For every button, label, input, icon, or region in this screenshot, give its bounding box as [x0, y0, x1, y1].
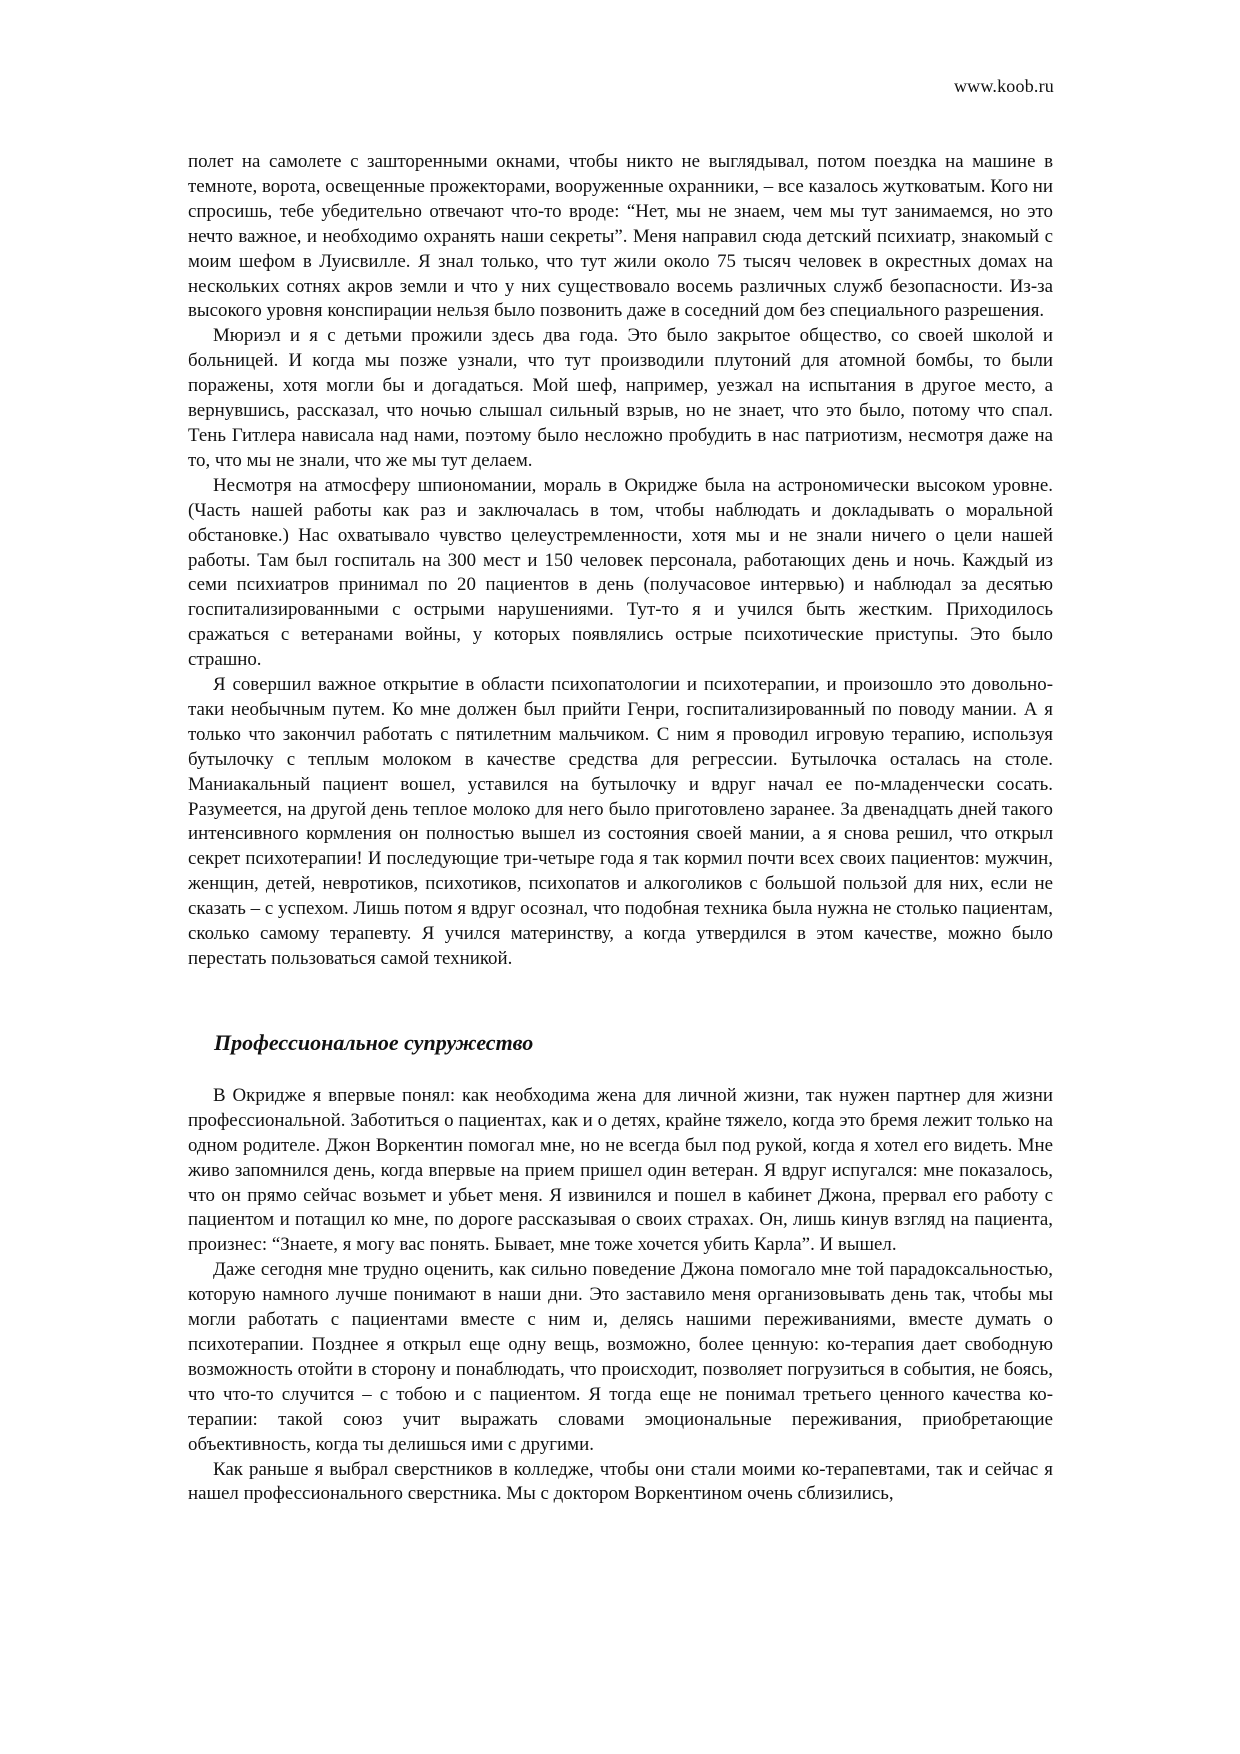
body-paragraph: Даже сегодня мне трудно оценить, как сильно поведение Джона помогало мне той парадоксальностью, которую намного лучше понимают в наши дни. Это заставило меня организовывать день так, чтобы мы могли работать с пациентами вместе с ним и, делясь нашими переживаниями, вместе думать о психотерапии. Позднее я открыл еще одну вещь, возможно, более ценную: ко-терапия дает свободную возможность отойти в сторону и понаблюдать, что происходит, позволяет погрузиться в события, не боясь, что что-то случится – с тобою и с пациентом. Я тогда еще не понимал третьего ценного качества ко-терапии: такой союз учит выражать словами эмоциональные переживания, приобретающие объективность, когда ты делишься ими с другими.	[188, 1259, 1053, 1455]
body-paragraph: Мюриэл и я с детьми прожили здесь два года. Это было закрытое общество, со своей школой и больницей. И когда мы позже узнали, что тут производили плутоний для атомной бомбы, то были поражены, хотя могли бы и догадаться. Мой шеф, например, уезжал на испытания в другое место, а вернувшись, рассказал, что ночью слышал сильный взрыв, но не знает, что это было, потому что спал. Тень Гитлера нависала над нами, поэтому было несложно пробудить в нас патриотизм, несмотря даже на то, что мы не знали, что же мы тут делаем.	[188, 325, 1053, 471]
body-paragraph: В Окридже я впервые понял: как необходима жена для личной жизни, так нужен партнер для жизни профессиональной. Заботиться о пациентах, как и о детях, крайне тяжело, когда это бремя лежит только на одном родителе. Джон Воркентин помогал мне, но не всегда был под рукой, когда я хотел его видеть. Мне живо запомнился день, когда впервые на прием пришел один ветеран. Я вдруг испугался: мне показалось, что он прямо сейчас возьмет и убьет меня. Я извинился и пошел в кабинет Джона, прервал его работу с пациентом и потащил ко мне, по дороге рассказывая о своих страхах. Он, лишь кинув взгляд на пациента, произнес: “Знаете, я могу вас понять. Бывает, мне тоже хочется убить Карла”. И вышел.	[188, 1084, 1053, 1256]
body-paragraph: Как раньше я выбрал сверстников в колледже, чтобы они стали моими ко-терапевтами, так и сейчас я нашел профессионального сверстника. Мы с доктором Воркентином очень сблизились,	[188, 1458, 1053, 1505]
site-url: www.koob.ru	[953, 76, 1054, 96]
page-body	[188, 150, 1053, 1507]
section-title: Профессиональное супружество	[214, 1029, 534, 1055]
body-paragraph: полет на самолете с зашторенными окнами, чтобы никто не выглядывал, потом поездка на машине в темноте, ворота, освещенные прожекторами, вооруженные охранники, – все казалось жутковатым. Кого ни спросишь, тебе убедительно отвечают что-то вроде: “Нет, мы не знаем, чем мы тут занимаемся, но это нечто важное, и необходимо охранять наши секреты”. Меня направил сюда детский психиатр, знакомый с моим шефом в Луисвилле. Я знал только, что тут жили около 75 тысяч человек в окрестных домах на нескольких сотнях акров земли и что у них существовало восемь различных служб безопасности. Из-за высокого уровня конспирации нельзя было позвонить даже в соседний дом без специального разрешения.	[188, 151, 1053, 322]
body-paragraph: Несмотря на атмосферу шпиономании, мораль в Окридже была на астрономически высоком уровне. (Часть нашей работы как раз и заключалась в том, чтобы наблюдать и докладывать о моральной обстановке.) Нас охватывало чувство целеустремленности, хотя мы и не знали ничего о цели нашей работы. Там был госпиталь на 300 мест и 150 человек персонала, работающих день и ночь. Каждый из семи психиатров принимал по 20 пациентов в день (получасовое интервью) и наблюдал за десятью госпитализированными с острыми нарушениями. Тут-то я и учился быть жестким. Приходилось сражаться с ветеранами войны, у которых появлялись острые психотические приступы. Это было страшно.	[188, 474, 1053, 671]
body-paragraph: Я совершил важное открытие в области психопатологии и психотерапии, и произошло это довольно-таки необычным путем. Ко мне должен был прийти Генри, госпитализированный по поводу мании. А я только что закончил работать с пятилетним мальчиком. С ним я проводил игровую терапию, используя бутылочку с теплым молоком в качестве средства для регрессии. Бутылочка осталась на столе. Маниакальный пациент вошел, уставился на бутылочку и вдруг начал ее по-младенчески сосать. Разумеется, на другой день теплое молоко для него было приготовлено заранее. За двенадцать дней такого интенсивного кормления он полностью вышел из состояния своей мании, а я снова решил, что открыл секрет психотерапии! И последующие три-четыре года я так кормил почти всех своих пациентов: мужчин, женщин, детей, невротиков, психотиков, психопатов и алкоголиков с большой пользой для них, если не сказать – с успехом. Лишь потом я вдруг осознал, что подобная техника была нужна не столько пациентам, сколько самому терапевту. Я учился материнству, а когда утвердился в этом качестве, можно было перестать пользоваться самой техникой.	[188, 674, 1053, 969]
